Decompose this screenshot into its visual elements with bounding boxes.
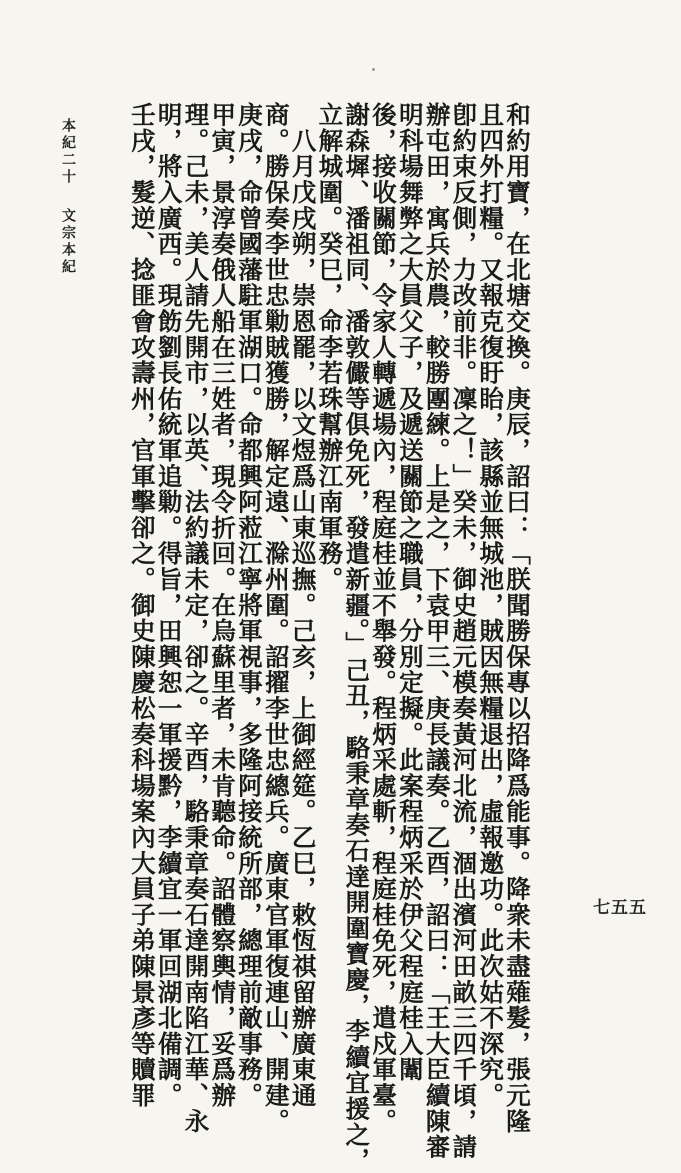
- page-number: 七五五: [593, 898, 647, 918]
- text-column: 和約用寶，在北塘交換。庚辰，詔曰：「朕聞勝保專以招降爲能事。降衆未盡薙髮，張元隆: [503, 102, 532, 1134]
- text-column: 謝森墀、潘祖同、潘敦儼等俱免死，發遣新疆。」己丑，駱秉章奏石達開圍寶慶，李續宜援之，: [342, 102, 372, 1173]
- text-column: 辦屯田，寓兵於農，較勝團練。上是之，下袁甲三、庚長議奏。乙酉，詔曰：「王大臣續陳審: [422, 102, 452, 1160]
- main-text: [82, 102, 532, 1173]
- text-column: 甲寅，景淳奏俄人船在三姓者，現令折回。在烏蘇里者，未肯聽命。詔體察輿情，妥爲辦: [208, 102, 238, 1109]
- text-column: 且四外打糧。又報克復盱眙，該縣並無城池，賊因無糧退出，虛報邀功。此次姑不深究。: [476, 102, 506, 1109]
- margin-chapter-title: [58, 118, 78, 276]
- text-column: 明，將入廣西。現飭劉長佑統軍追勦。得旨，田興恕一軍援黔，李續宜一軍回湖北備調。: [154, 102, 184, 1109]
- text-column: 商。勝保奏李世忠勦賊獲勝，解定遠、滁州圍。詔擢李世忠總兵。廣東官軍復連山、開建。: [261, 102, 291, 1134]
- section-label: 文宗本紀: [60, 208, 76, 276]
- text-column: 理。己未，美人請先開市，以英、法約議未定，卻之。辛酉，駱秉章奏石達開南陷江華、永: [181, 102, 211, 1134]
- chapter-label: 本紀二十: [60, 118, 76, 186]
- text-column: 明科場舞弊之大員父子，及遞送關節之職員，分別定擬。此案程炳采於伊父程庭桂入闈: [395, 102, 425, 1083]
- text-column: 壬戌，髮逆、捻匪會攻壽州，官軍擊卻之。御史陳慶松奏科場案內大員子弟陳景彥等贖罪: [127, 102, 157, 1109]
- text-column: 八月戊戌朔，崇恩罷，以文煜爲山東巡撫。己亥，上御經筵。乙巳，敕恆祺留辦廣東通: [288, 102, 318, 1109]
- text-column: 立解城圍。癸巳，命李若珠幫辦江南軍務。: [315, 102, 345, 593]
- text-column: 卽約束反側，力改前非。凜之！」癸未，御史趙元模奏黃河北流，涸出濱河田畝三四千頃，請: [449, 102, 479, 1160]
- text-column: 後，接收關節，令家人轉遞場內，程庭桂並不舉發。程炳采處斬，程庭桂免死，遣戍軍臺。: [369, 102, 399, 1134]
- paper-speck: [372, 68, 375, 71]
- text-column: 庚戌，命曾國藩駐軍湖口。命都興阿蒞江寧將軍視事，多隆阿接統所部，總理前敵事務。: [235, 102, 265, 1109]
